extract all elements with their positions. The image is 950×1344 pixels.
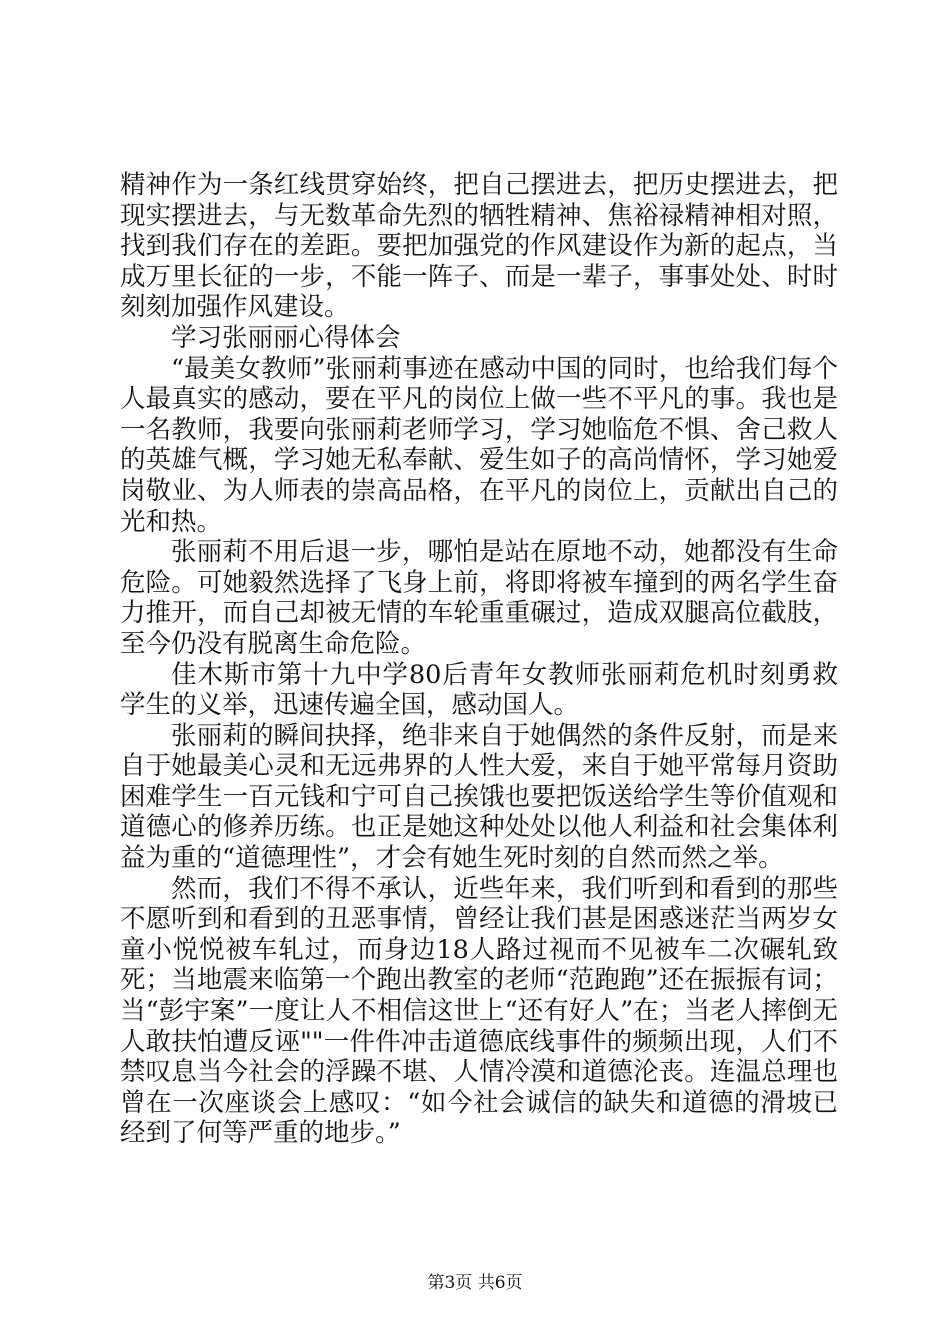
paragraph: 张丽莉不用后退一步，哪怕是站在原地不动，她都没有生命危险。可她毅然选择了飞身上前，将即将被车撞到的两名学生奋力推开，而自己却被无情的车轮重重碾过，造成双腿高位截肢，至今仍没有脱离生命危险。 [120, 537, 838, 659]
paragraph: 佳木斯市第十九中学80后青年女教师张丽莉危机时刻勇救学生的义举，迅速传遍全国，感动国人。 [120, 659, 838, 721]
paragraph: “最美女教师”张丽莉事迹在感动中国的同时，也给我们每个人最真实的感动，要在平凡的岗位上做一些不平凡的事。我也是一名教师，我要向张丽莉老师学习，学习她临危不惧、舍己救人的英雄气概，学习她无私奉献、爱生如子的高尚情怀，学习她爱岗敬业、为人师表的崇高品格，在平凡的岗位上，贡献出自己的光和热。 [120, 353, 838, 537]
section-heading: 学习张丽丽心得体会 [171, 322, 401, 353]
document-body [120, 170, 838, 1149]
paragraph: 张丽莉的瞬间抉择，绝非来自于她偶然的条件反射，而是来自于她最美心灵和无远弗界的人性大爱，来自于她平常每月资助困难学生一百元钱和宁可自己挨饿也要把饭送给学生等价值观和道德心的修养历练。也正是她这种处处以他人利益和社会集体利益为重的“道德理性”，才会有她生死时刻的自然而然之举。 [120, 720, 838, 874]
paragraph: 然而，我们不得不承认，近些年来，我们听到和看到的那些不愿听到和看到的丑恶事情，曾经让我们甚是困惑迷茫当两岁女童小悦悦被车轧过，而身边18人路过视而不见被车二次碾轧致死；当地震来临第一个跑出教室的老师“范跑跑”还在振振有词；当“彭宇案”一度让人不相信这世上“还有好人”在；当老人摔倒无人敢扶怕遭反诬""一件件冲击道德底线事件的频频出现，人们不禁叹息当今社会的浮躁不堪、人情冷漠和道德沦丧。连温总理也曾在一次座谈会上感叹：“如今社会诚信的缺失和道德的滑坡已经到了何等严重的地步。” [120, 873, 838, 1149]
page-number-footer: 第3页 共6页 [427, 1273, 523, 1293]
paragraph-continued: 精神作为一条红线贯穿始终，把自己摆进去，把历史摆进去，把现实摆进去，与无数革命先烈的牺牲精神、焦裕禄精神相对照，找到我们存在的差距。要把加强党的作风建设作为新的起点，当成万里长征的一步，不能一阵子、而是一辈子，事事处处、时时刻刻加强作风建设。 [120, 170, 838, 323]
